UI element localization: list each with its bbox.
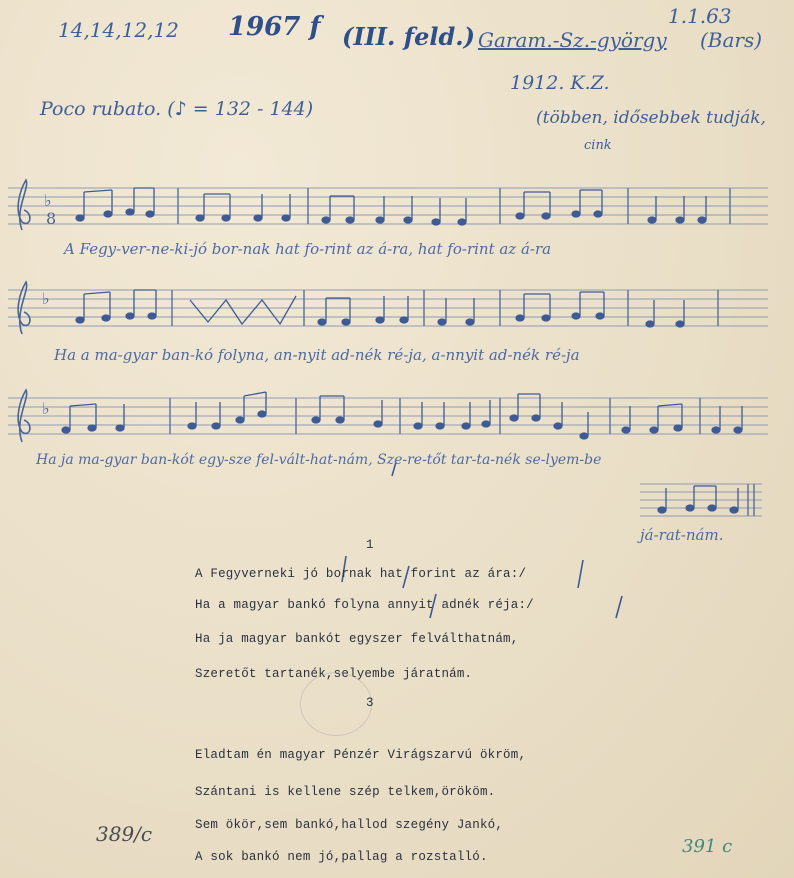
header-note-cink: cink [584,138,612,153]
verse-1-line-4: Szeretőt tartanék,selyembe járatnám. [195,667,473,681]
svg-text:8: 8 [46,209,57,228]
header-year: 1967 f [228,12,321,42]
lyric-extra: já-rat-nám. [640,526,724,544]
verse-2-line-4: A sok bankó nem jó,pallag a rozstalló. [195,850,488,864]
verse-2-line-1: Eladtam én magyar Pénzér Virágszarvú ökröm, [195,748,527,762]
lyric-staff-3: Ha ja ma-gyar ban-kót egy-sze fel-vált-hat-nám, Sze-re-tőt tar-ta-nék se-lyem-be [36,452,602,468]
footer-left-number: 389/c [96,822,153,846]
svg-text:♭: ♭ [42,399,50,418]
verse-1-number: 1 [366,538,374,552]
svg-text:♭: ♭ [42,289,50,308]
verse-1-line-1: A Fegyverneki jó bornak hat forint az ára:/ [195,567,527,581]
svg-text:♭: ♭ [44,191,52,210]
lyric-staff-2: Ha a ma-gyar ban-kó folyna, an-nyit ad-nék ré-ja, a-nnyit ad-nék ré-ja [54,346,580,364]
verse-2-line-2: Szántani is kellene szép telkem,örököm. [195,785,496,799]
header-code: 1.1.63 [668,4,732,28]
header-county: (Bars) [700,28,763,52]
verse-1-line-3: Ha ja magyar bankót egyszer felválthatnám, [195,632,519,646]
header-place: Garam.-Sz.-györgy [478,28,667,52]
header-date: 1912. K.Z. [510,72,610,94]
verse-2-number: 3 [366,696,374,710]
tempo-marking: Poco rubato. (♪ = 132 - 144) [40,98,314,120]
verse-2-line-3: Sem ökör,sem bankó,hallod szegény Jankó, [195,818,504,832]
header-numbers: 14,14,12,12 [58,18,179,42]
header-note: (többen, idősebbek tudják, [536,108,766,128]
footer-right-number: 391 c [682,836,733,857]
header-part: (III. feld.) [342,22,475,51]
lyric-staff-1: A Fegy-ver-ne-ki-jó bor-nak hat fo-rint az á-ra, hat fo-rint az á-ra [64,240,552,258]
library-stamp [300,672,372,736]
verse-1-line-2: Ha a magyar bankó folyna annyit adnék réja:/ [195,598,534,612]
